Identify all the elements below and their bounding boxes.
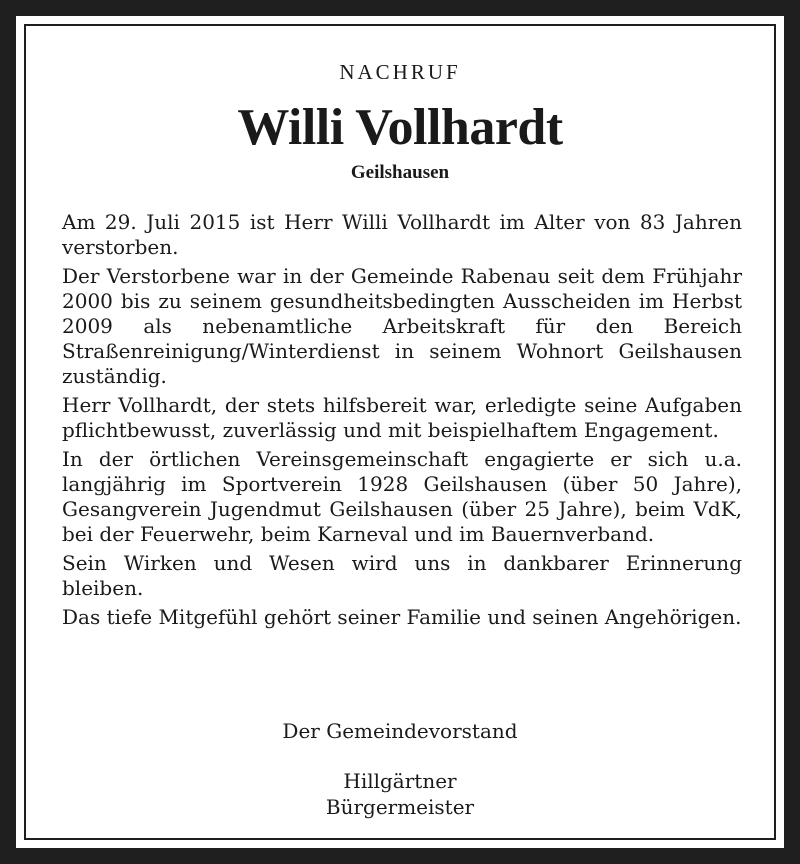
paragraph-associations: In der örtlichen Vereinsgemeinschaft engagierte er sich u.a. langjährig im Sportverein 1928 Geilshausen (über 50 Jahre), Gesangverein Jugendmut Geilshausen (über 25 Jahre), beim VdK, bei der Feuerwehr, beim Karneval und im Bauernverband. [62, 447, 742, 546]
deceased-place: Geilshausen [350, 162, 450, 183]
signature-board: Der Gemeindevorstand [282, 719, 518, 743]
obituary-body [62, 210, 742, 634]
obituary-inner-border [24, 24, 776, 840]
notice-kicker: NACHRUF [339, 60, 461, 84]
paragraph-death: Am 29. Juli 2015 ist Herr Willi Vollhardt im Alter von 83 Jahren verstorben. [62, 210, 742, 259]
deceased-name: Willi Vollhardt [237, 99, 563, 156]
signature-person: Hillgärtner [343, 769, 457, 793]
paragraph-remembrance: Sein Wirken und Wesen wird uns in dankbarer Erinnerung bleiben. [62, 551, 742, 600]
signature-title: Bürgermeister [325, 795, 475, 819]
paragraph-career: Der Verstorbene war in der Gemeinde Rabenau seit dem Frühjahr 2000 bis zu seinem gesundheitsbedingten Ausscheiden im Herbst 2009 als nebenamtliche Arbeitskraft für den Bereich Straßenreinigung/Winterdienst in seinem Wohnort Geilshausen zuständig. [62, 264, 742, 388]
paragraph-condolence: Das tiefe Mitgefühl gehört seiner Familie und seinen Angehörigen. [62, 605, 742, 629]
paragraph-character: Herr Vollhardt, der stets hilfsbereit war, erledigte seine Aufgaben pflichtbewusst, zuverlässig und mit beispielhaftem Engagement. [62, 393, 742, 442]
